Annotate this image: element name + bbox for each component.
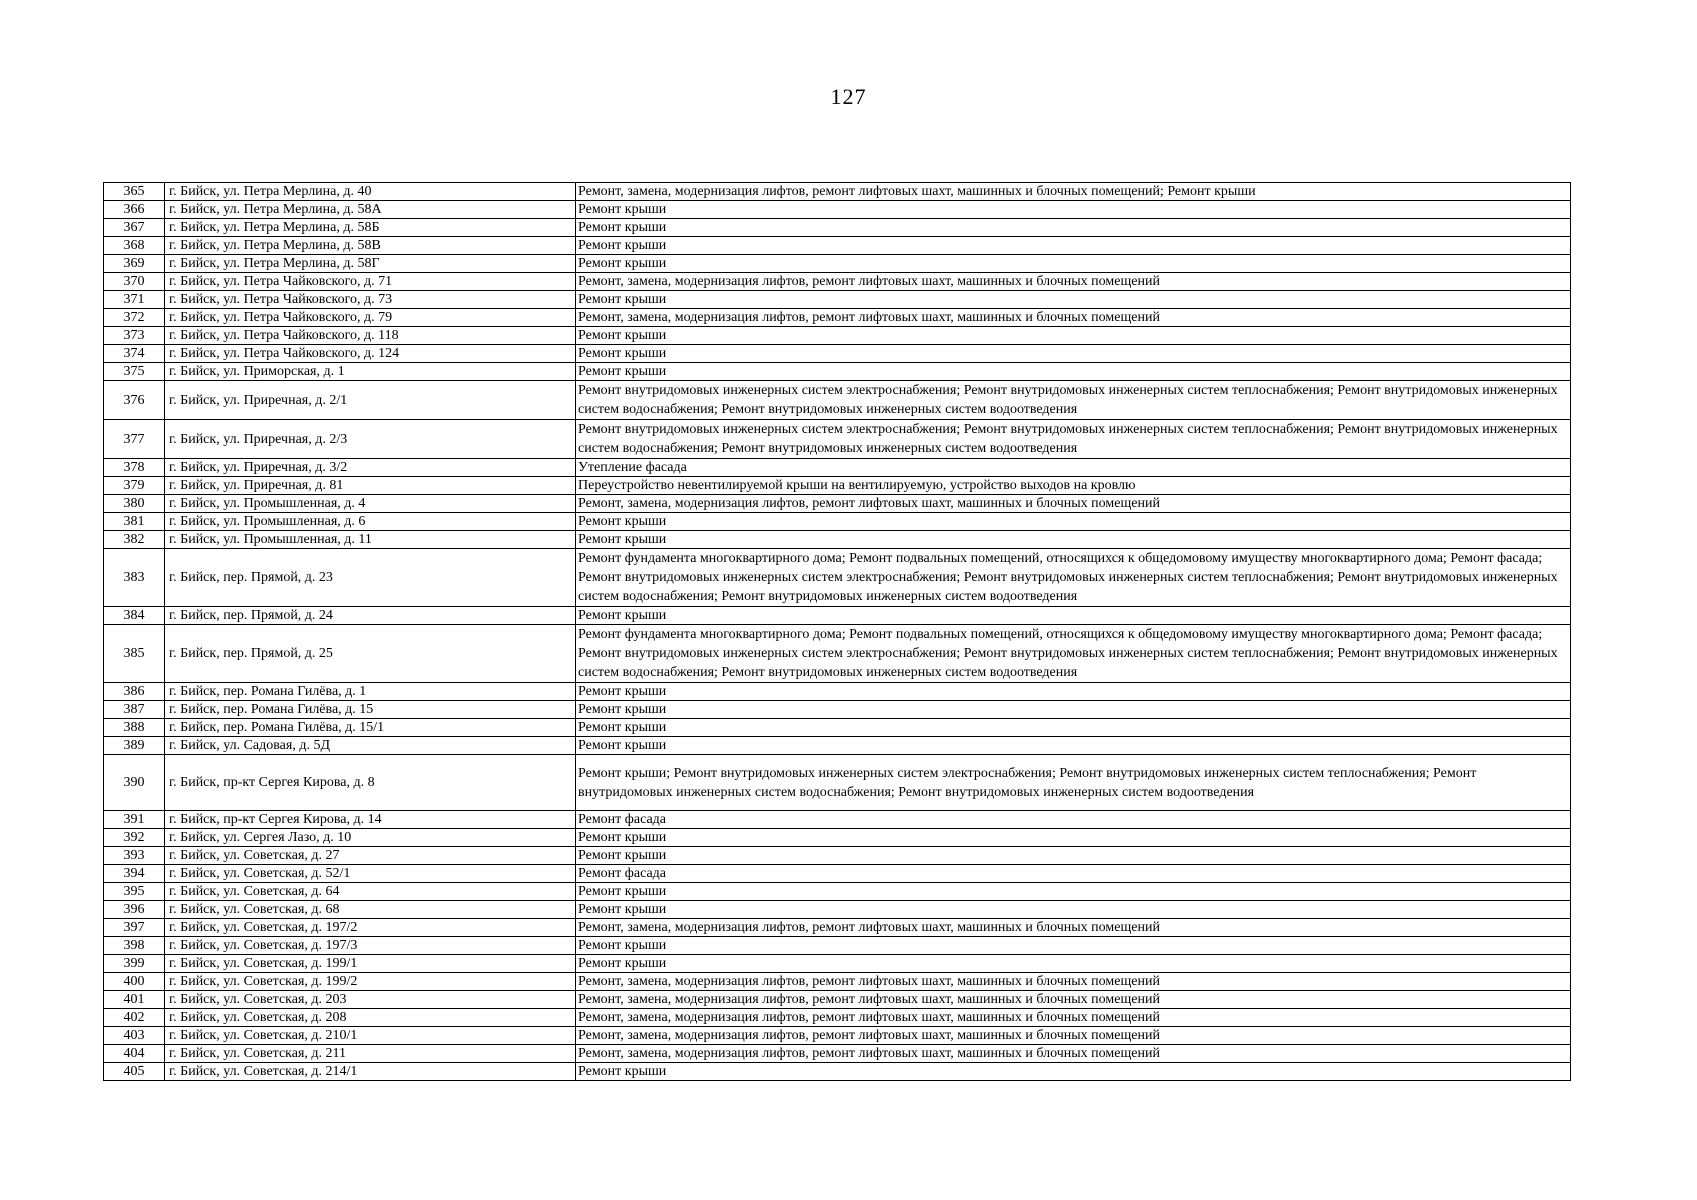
row-address: г. Бийск, ул. Петра Мерлина, д. 58Г xyxy=(165,255,576,273)
row-number: 395 xyxy=(104,883,165,901)
row-address: г. Бийск, ул. Приречная, д. 3/2 xyxy=(165,459,576,477)
table-row xyxy=(104,273,1571,291)
table-row xyxy=(104,495,1571,513)
row-address: г. Бийск, пер. Прямой, д. 24 xyxy=(165,607,576,625)
row-number: 371 xyxy=(104,291,165,309)
row-work-type: Ремонт крыши xyxy=(576,829,1571,847)
row-work-type: Ремонт крыши xyxy=(576,327,1571,345)
row-work-type: Ремонт крыши xyxy=(576,683,1571,701)
table-row xyxy=(104,1063,1571,1081)
row-address: г. Бийск, ул. Советская, д. 27 xyxy=(165,847,576,865)
row-address: г. Бийск, ул. Приморская, д. 1 xyxy=(165,363,576,381)
row-work-type: Ремонт, замена, модернизация лифтов, ремонт лифтовых шахт, машинных и блочных помещений xyxy=(576,273,1571,291)
row-address: г. Бийск, ул. Петра Мерлина, д. 58В xyxy=(165,237,576,255)
row-address: г. Бийск, ул. Сергея Лазо, д. 10 xyxy=(165,829,576,847)
row-number: 365 xyxy=(104,183,165,201)
row-work-type: Ремонт крыши xyxy=(576,1063,1571,1081)
table-row xyxy=(104,381,1571,420)
row-work-type: Ремонт фасада xyxy=(576,811,1571,829)
row-work-type: Ремонт крыши xyxy=(576,719,1571,737)
table-row xyxy=(104,901,1571,919)
table-row xyxy=(104,459,1571,477)
row-work-type: Ремонт крыши xyxy=(576,513,1571,531)
row-number: 368 xyxy=(104,237,165,255)
row-number: 367 xyxy=(104,219,165,237)
row-work-type: Ремонт, замена, модернизация лифтов, ремонт лифтовых шахт, машинных и блочных помещений xyxy=(576,1027,1571,1045)
row-number: 388 xyxy=(104,719,165,737)
row-work-type: Ремонт, замена, модернизация лифтов, ремонт лифтовых шахт, машинных и блочных помещений xyxy=(576,1009,1571,1027)
table-row xyxy=(104,309,1571,327)
row-address: г. Бийск, пр-кт Сергея Кирова, д. 8 xyxy=(165,755,576,811)
row-work-type: Утепление фасада xyxy=(576,459,1571,477)
row-number: 378 xyxy=(104,459,165,477)
table-row xyxy=(104,991,1571,1009)
table-row xyxy=(104,291,1571,309)
row-address: г. Бийск, ул. Петра Чайковского, д. 118 xyxy=(165,327,576,345)
row-address: г. Бийск, ул. Советская, д. 199/1 xyxy=(165,955,576,973)
table-row xyxy=(104,345,1571,363)
row-address: г. Бийск, пер. Прямой, д. 25 xyxy=(165,625,576,683)
row-number: 392 xyxy=(104,829,165,847)
table-row xyxy=(104,549,1571,607)
row-work-type: Ремонт крыши xyxy=(576,737,1571,755)
table-row xyxy=(104,531,1571,549)
row-number: 382 xyxy=(104,531,165,549)
row-number: 386 xyxy=(104,683,165,701)
row-address: г. Бийск, ул. Советская, д. 210/1 xyxy=(165,1027,576,1045)
table-row xyxy=(104,883,1571,901)
row-number: 370 xyxy=(104,273,165,291)
table-row xyxy=(104,219,1571,237)
row-number: 373 xyxy=(104,327,165,345)
row-work-type: Ремонт крыши xyxy=(576,937,1571,955)
row-number: 379 xyxy=(104,477,165,495)
row-number: 377 xyxy=(104,420,165,459)
row-number: 381 xyxy=(104,513,165,531)
row-work-type: Ремонт крыши xyxy=(576,531,1571,549)
row-address: г. Бийск, ул. Петра Мерлина, д. 58Б xyxy=(165,219,576,237)
row-address: г. Бийск, ул. Петра Мерлина, д. 58А xyxy=(165,201,576,219)
row-work-type: Ремонт крыши xyxy=(576,847,1571,865)
row-number: 394 xyxy=(104,865,165,883)
table-row xyxy=(104,607,1571,625)
row-work-type: Ремонт внутридомовых инженерных систем электроснабжения; Ремонт внутридомовых инженерных систем теплоснабжения; Ремонт внутридомовых инженерных систем водоснабжения; Ремонт внутридомовых инженерных систем водоотведения xyxy=(576,381,1571,420)
table-row xyxy=(104,420,1571,459)
table-row xyxy=(104,1009,1571,1027)
row-work-type: Ремонт крыши; Ремонт внутридомовых инженерных систем электроснабжения; Ремонт внутридомовых инженерных систем теплоснабжения; Ремонт внутридомовых инженерных систем водоснабжения; Ремонт внутридомовых инженерных систем водоотведения xyxy=(576,755,1571,811)
row-address: г. Бийск, ул. Советская, д. 214/1 xyxy=(165,1063,576,1081)
row-address: г. Бийск, ул. Приречная, д. 2/3 xyxy=(165,420,576,459)
table-row xyxy=(104,937,1571,955)
row-work-type: Ремонт крыши xyxy=(576,363,1571,381)
row-work-type: Ремонт крыши xyxy=(576,883,1571,901)
row-number: 399 xyxy=(104,955,165,973)
row-work-type: Ремонт крыши xyxy=(576,345,1571,363)
row-address: г. Бийск, пер. Прямой, д. 23 xyxy=(165,549,576,607)
row-work-type: Переустройство невентилируемой крыши на вентилируемую, устройство выходов на кровлю xyxy=(576,477,1571,495)
table-row xyxy=(104,973,1571,991)
row-address: г. Бийск, ул. Советская, д. 68 xyxy=(165,901,576,919)
row-number: 401 xyxy=(104,991,165,1009)
row-number: 374 xyxy=(104,345,165,363)
table-row xyxy=(104,1027,1571,1045)
row-number: 391 xyxy=(104,811,165,829)
row-address: г. Бийск, ул. Промышленная, д. 11 xyxy=(165,531,576,549)
row-work-type: Ремонт крыши xyxy=(576,701,1571,719)
row-work-type: Ремонт, замена, модернизация лифтов, ремонт лифтовых шахт, машинных и блочных помещений; Ремонт крыши xyxy=(576,183,1571,201)
row-address: г. Бийск, ул. Петра Чайковского, д. 73 xyxy=(165,291,576,309)
table-row xyxy=(104,719,1571,737)
table-row xyxy=(104,829,1571,847)
row-number: 404 xyxy=(104,1045,165,1063)
works-table xyxy=(103,182,1571,1081)
table-row xyxy=(104,183,1571,201)
row-address: г. Бийск, ул. Промышленная, д. 6 xyxy=(165,513,576,531)
row-address: г. Бийск, ул. Советская, д. 199/2 xyxy=(165,973,576,991)
table-row xyxy=(104,255,1571,273)
row-number: 396 xyxy=(104,901,165,919)
row-work-type: Ремонт крыши xyxy=(576,607,1571,625)
table-row xyxy=(104,683,1571,701)
table-row xyxy=(104,237,1571,255)
row-address: г. Бийск, пер. Романа Гилёва, д. 15 xyxy=(165,701,576,719)
row-number: 380 xyxy=(104,495,165,513)
row-address: г. Бийск, ул. Петра Чайковского, д. 71 xyxy=(165,273,576,291)
row-address: г. Бийск, ул. Советская, д. 52/1 xyxy=(165,865,576,883)
row-number: 385 xyxy=(104,625,165,683)
table-row xyxy=(104,363,1571,381)
table-row xyxy=(104,811,1571,829)
row-number: 383 xyxy=(104,549,165,607)
row-address: г. Бийск, ул. Петра Мерлина, д. 40 xyxy=(165,183,576,201)
row-number: 387 xyxy=(104,701,165,719)
row-work-type: Ремонт фундамента многоквартирного дома; Ремонт подвальных помещений, относящихся к общедомовому имуществу многоквартирного дома; Ремонт фасада; Ремонт внутридомовых инженерных систем электроснабжения; Ремонт внутридомовых инженерных систем теплоснабжения; Ремонт внутридомовых инженерных систем водоснабжения; Ремонт внутридомовых инженерных систем водоотведения xyxy=(576,549,1571,607)
row-address: г. Бийск, ул. Петра Чайковского, д. 79 xyxy=(165,309,576,327)
page-number: 127 xyxy=(830,84,867,109)
row-work-type: Ремонт, замена, модернизация лифтов, ремонт лифтовых шахт, машинных и блочных помещений xyxy=(576,919,1571,937)
table-row xyxy=(104,955,1571,973)
row-work-type: Ремонт внутридомовых инженерных систем электроснабжения; Ремонт внутридомовых инженерных систем теплоснабжения; Ремонт внутридомовых инженерных систем водоснабжения; Ремонт внутридомовых инженерных систем водоотведения xyxy=(576,420,1571,459)
row-number: 402 xyxy=(104,1009,165,1027)
row-number: 376 xyxy=(104,381,165,420)
row-number: 390 xyxy=(104,755,165,811)
row-number: 400 xyxy=(104,973,165,991)
row-address: г. Бийск, ул. Приречная, д. 81 xyxy=(165,477,576,495)
row-work-type: Ремонт крыши xyxy=(576,201,1571,219)
row-address: г. Бийск, ул. Садовая, д. 5Д xyxy=(165,737,576,755)
table-row xyxy=(104,755,1571,811)
table-row xyxy=(104,701,1571,719)
row-work-type: Ремонт крыши xyxy=(576,955,1571,973)
table-row xyxy=(104,919,1571,937)
row-address: г. Бийск, ул. Советская, д. 64 xyxy=(165,883,576,901)
row-number: 366 xyxy=(104,201,165,219)
row-address: г. Бийск, ул. Советская, д. 208 xyxy=(165,1009,576,1027)
table-row xyxy=(104,737,1571,755)
table-row xyxy=(104,625,1571,683)
table-row xyxy=(104,513,1571,531)
row-number: 397 xyxy=(104,919,165,937)
row-address: г. Бийск, пер. Романа Гилёва, д. 1 xyxy=(165,683,576,701)
row-number: 375 xyxy=(104,363,165,381)
row-address: г. Бийск, пр-кт Сергея Кирова, д. 14 xyxy=(165,811,576,829)
row-number: 403 xyxy=(104,1027,165,1045)
table-row xyxy=(104,1045,1571,1063)
row-number: 384 xyxy=(104,607,165,625)
row-work-type: Ремонт крыши xyxy=(576,219,1571,237)
row-number: 393 xyxy=(104,847,165,865)
row-address: г. Бийск, ул. Советская, д. 211 xyxy=(165,1045,576,1063)
row-work-type: Ремонт крыши xyxy=(576,237,1571,255)
row-number: 398 xyxy=(104,937,165,955)
row-address: г. Бийск, ул. Советская, д. 197/2 xyxy=(165,919,576,937)
row-number: 369 xyxy=(104,255,165,273)
row-work-type: Ремонт, замена, модернизация лифтов, ремонт лифтовых шахт, машинных и блочных помещений xyxy=(576,495,1571,513)
works-table-body xyxy=(104,183,1571,1081)
row-address: г. Бийск, ул. Приречная, д. 2/1 xyxy=(165,381,576,420)
row-work-type: Ремонт крыши xyxy=(576,291,1571,309)
row-number: 372 xyxy=(104,309,165,327)
row-number: 389 xyxy=(104,737,165,755)
row-number: 405 xyxy=(104,1063,165,1081)
table-row xyxy=(104,201,1571,219)
row-work-type: Ремонт крыши xyxy=(576,901,1571,919)
row-work-type: Ремонт, замена, модернизация лифтов, ремонт лифтовых шахт, машинных и блочных помещений xyxy=(576,309,1571,327)
table-row xyxy=(104,865,1571,883)
table-row xyxy=(104,847,1571,865)
row-address: г. Бийск, ул. Петра Чайковского, д. 124 xyxy=(165,345,576,363)
row-work-type: Ремонт фасада xyxy=(576,865,1571,883)
row-address: г. Бийск, ул. Советская, д. 197/3 xyxy=(165,937,576,955)
row-work-type: Ремонт, замена, модернизация лифтов, ремонт лифтовых шахт, машинных и блочных помещений xyxy=(576,991,1571,1009)
table-row xyxy=(104,327,1571,345)
row-work-type: Ремонт крыши xyxy=(576,255,1571,273)
row-work-type: Ремонт фундамента многоквартирного дома; Ремонт подвальных помещений, относящихся к общедомовому имуществу многоквартирного дома; Ремонт фасада; Ремонт внутридомовых инженерных систем электроснабжения; Ремонт внутридомовых инженерных систем теплоснабжения; Ремонт внутридомовых инженерных систем водоснабжения; Ремонт внутридомовых инженерных систем водоотведения xyxy=(576,625,1571,683)
row-work-type: Ремонт, замена, модернизация лифтов, ремонт лифтовых шахт, машинных и блочных помещений xyxy=(576,973,1571,991)
row-address: г. Бийск, пер. Романа Гилёва, д. 15/1 xyxy=(165,719,576,737)
row-address: г. Бийск, ул. Промышленная, д. 4 xyxy=(165,495,576,513)
row-address: г. Бийск, ул. Советская, д. 203 xyxy=(165,991,576,1009)
row-work-type: Ремонт, замена, модернизация лифтов, ремонт лифтовых шахт, машинных и блочных помещений xyxy=(576,1045,1571,1063)
table-row xyxy=(104,477,1571,495)
